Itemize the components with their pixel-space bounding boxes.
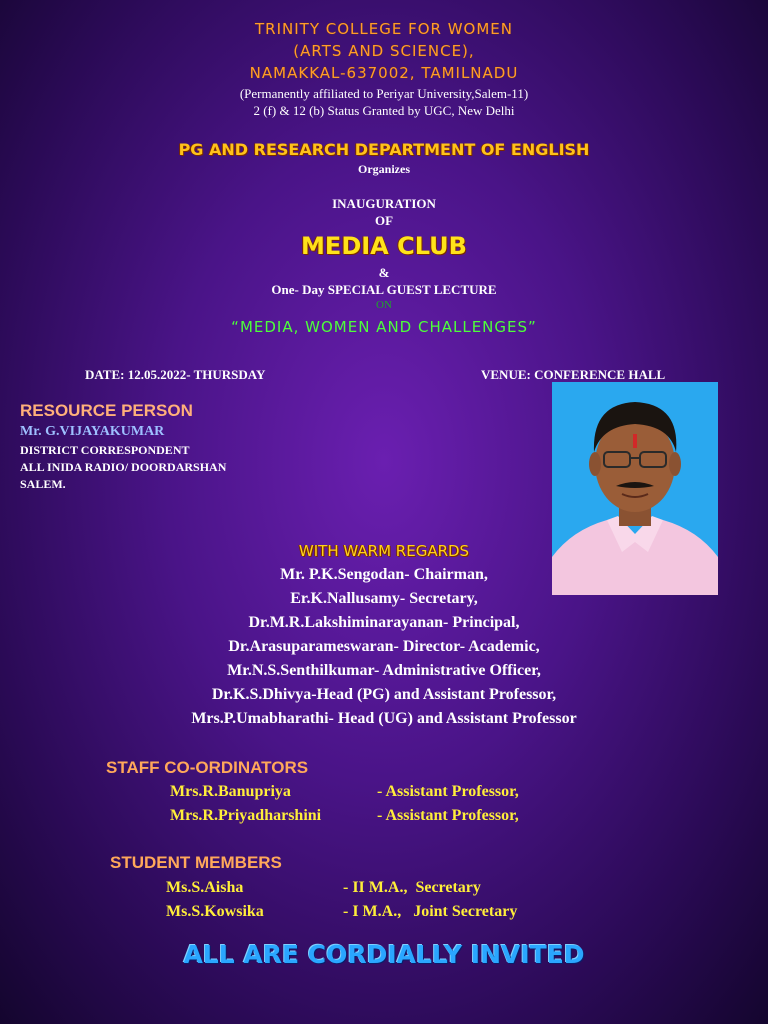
on-text: ON bbox=[376, 299, 392, 311]
inauguration-text: INAUGURATION bbox=[332, 196, 436, 211]
staff-member-role: - Assistant Professor, bbox=[377, 807, 519, 824]
lecture-text: One- Day SPECIAL GUEST LECTURE bbox=[271, 282, 497, 297]
regards-heading: WITH WARM REGARDS bbox=[298, 542, 470, 560]
regards-line: Dr.K.S.Dhivya-Head (PG) and Assistant Professor, bbox=[211, 686, 557, 703]
organizes-text: Organizes bbox=[358, 162, 410, 176]
ugc-status-text: 2 (f) & 12 (b) Status Granted by UGC, New Delhi bbox=[253, 103, 515, 118]
event-venue: VENUE: CONFERENCE HALL bbox=[481, 367, 666, 382]
student-member-role: - I M.A., Joint Secretary bbox=[343, 903, 518, 920]
students-heading: STUDENT MEMBERS bbox=[110, 853, 282, 872]
regards-line: Dr.M.R.Lakshiminarayanan- Principal, bbox=[248, 614, 520, 631]
affiliation-text: (Permanently affiliated to Periyar University,Salem-11) bbox=[239, 86, 529, 101]
media-club-title: MEDIA CLUB bbox=[301, 232, 467, 260]
lecture-topic: “MEDIA, WOMEN AND CHALLENGES” bbox=[231, 318, 537, 336]
portrait-image bbox=[552, 382, 718, 595]
staff-member-name: Mrs.R.Banupriya bbox=[170, 783, 291, 800]
ampersand-text: & bbox=[378, 265, 390, 280]
event-date: DATE: 12.05.2022- THURSDAY bbox=[85, 367, 266, 382]
regards-line: Mrs.P.Umabharathi- Head (UG) and Assistant Professor bbox=[191, 710, 577, 727]
staff-member-name: Mrs.R.Priyadharshini bbox=[170, 807, 322, 824]
student-member-name: Ms.S.Kowsika bbox=[166, 903, 264, 920]
college-name: TRINITY COLLEGE FOR WOMEN bbox=[255, 20, 513, 38]
regards-line: Dr.Arasuparameswaran- Director- Academic, bbox=[228, 638, 540, 655]
resource-person-role: DISTRICT CORRESPONDENT bbox=[20, 443, 190, 457]
resource-person-org: ALL INIDA RADIO/ DOORDARSHAN bbox=[20, 460, 227, 474]
staff-member-role: - Assistant Professor, bbox=[377, 783, 519, 800]
resource-person-name: Mr. G.VIJAYAKUMAR bbox=[20, 424, 165, 439]
resource-person-place: SALEM. bbox=[20, 477, 66, 491]
resource-person-photo bbox=[552, 382, 718, 595]
college-type: (ARTS AND SCIENCE), bbox=[293, 42, 475, 60]
cordially-invited-banner: ALL ARE CORDIALLY INVITED bbox=[183, 940, 585, 969]
staff-heading: STAFF CO-ORDINATORS bbox=[106, 758, 309, 777]
resource-person-heading: RESOURCE PERSON bbox=[20, 401, 193, 420]
regards-line: Mr.N.S.Senthilkumar- Administrative Officer, bbox=[227, 662, 541, 679]
department-name: PG AND RESEARCH DEPARTMENT OF ENGLISH bbox=[178, 140, 590, 159]
student-member-role: - II M.A., Secretary bbox=[343, 879, 481, 896]
of-text: OF bbox=[374, 213, 394, 228]
student-member-name: Ms.S.Aisha bbox=[166, 879, 244, 896]
regards-line: Mr. P.K.Sengodan- Chairman, bbox=[280, 566, 488, 583]
regards-line: Er.K.Nallusamy- Secretary, bbox=[290, 590, 478, 607]
college-address: NAMAKKAL-637002, TAMILNADU bbox=[249, 64, 519, 82]
